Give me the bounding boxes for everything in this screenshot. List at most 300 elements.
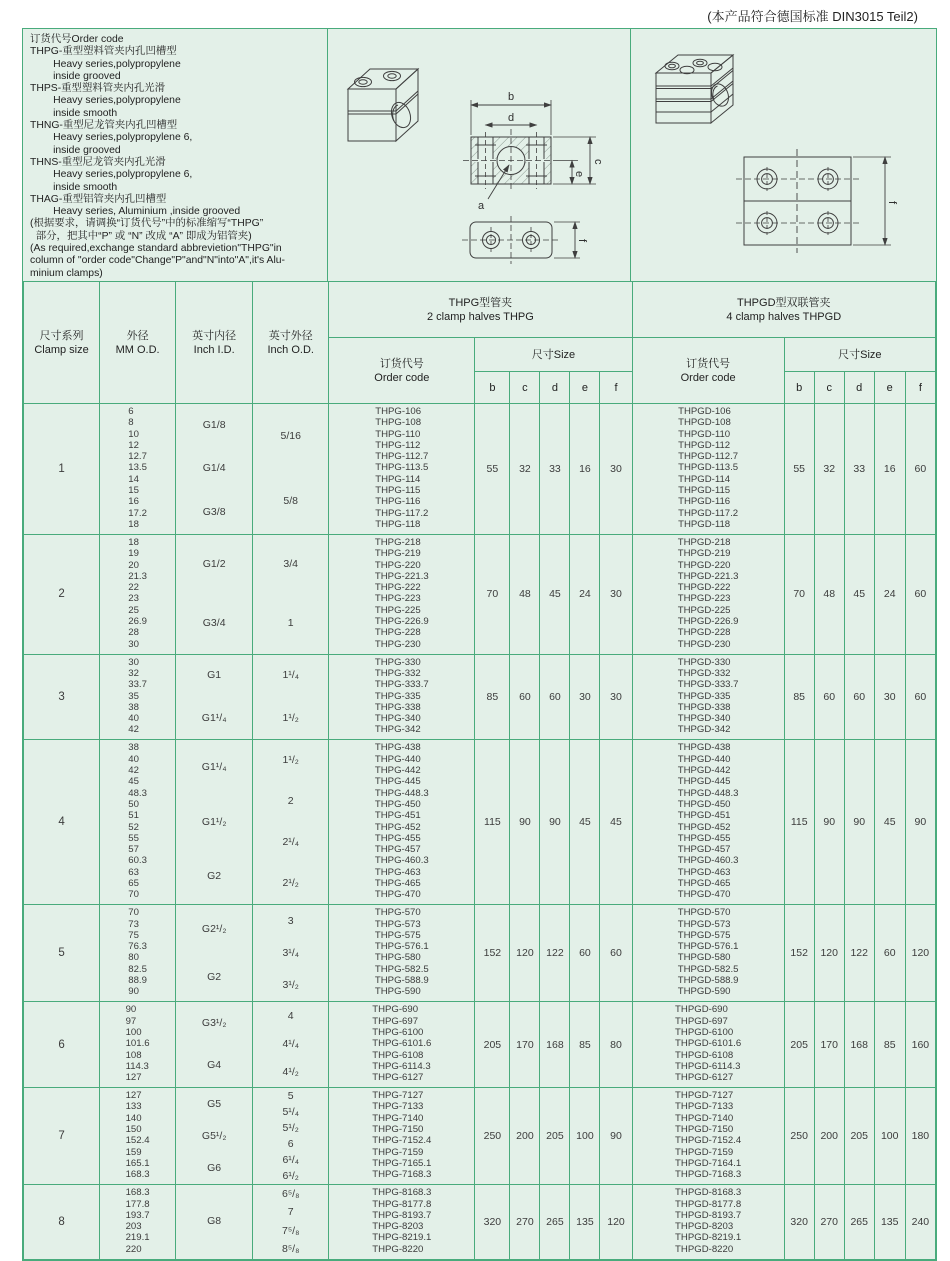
cell-line: THPGD-340 (677, 713, 731, 725)
cell-line: THPG-112 (375, 439, 421, 451)
text-line: 订货代号Order code (30, 34, 124, 45)
cell-line: THPG-223 (374, 593, 421, 605)
thpg-size-e-cell: 100 (570, 1088, 600, 1185)
cell-line: THPG-455 (374, 832, 421, 844)
thpg-size-e-cell: 85 (570, 1002, 600, 1088)
inch-od-cell (253, 1002, 329, 1088)
cell-line: 19 (128, 548, 139, 560)
cell-line: 30 (128, 638, 139, 650)
cell-line: 127 (125, 1072, 142, 1084)
thpgd-size-c-cell: 170 (814, 1002, 844, 1088)
text-line: Heavy series, Aluminium ,inside grooved (30, 206, 241, 218)
cell-line: 12.7 (128, 451, 147, 463)
single-clamp-bottom-view (462, 216, 580, 264)
cell-line: THPGD-8193.7 (675, 1209, 742, 1221)
inch-id-cell (176, 1185, 253, 1259)
cell-line: THPGD-580 (677, 952, 731, 964)
text-line: inside grooved (30, 70, 121, 82)
text-line: 订货代号 (686, 357, 731, 370)
thpg-size-c-cell: 60 (510, 654, 540, 740)
thpg-size-b-cell: 152 (475, 905, 510, 1002)
thpgd-size-e-cell: 85 (874, 1002, 905, 1088)
cell-line: G2 (207, 970, 222, 983)
cell-line: 4¹/₂ (282, 1066, 299, 1079)
catalog-panel (22, 28, 937, 1261)
thpgd-technical-drawing (631, 29, 934, 281)
table-row (24, 1088, 936, 1185)
text-line: THAG-重型铝管夹内孔凹槽型 (30, 193, 167, 205)
text-line: Heavy series,polypropylene 6, (30, 132, 193, 144)
cell-line: 88.9 (128, 975, 147, 987)
cell-line: THPGD-110 (678, 428, 731, 440)
cell-line: THPG-118 (375, 518, 421, 530)
thpgd-order-code-cell (632, 740, 784, 905)
cell-line: THPGD-112.7 (678, 451, 739, 463)
cell-line: 82.5 (128, 963, 147, 975)
cell-line: 38 (128, 742, 139, 754)
cell-line: 6 (128, 406, 134, 417)
thpgd-size-d-cell: 90 (844, 740, 874, 905)
cell-line: 5/16 (280, 429, 301, 442)
thpgd-size-f-cell: 160 (905, 1002, 935, 1088)
cell-line: THPG-6127 (372, 1072, 424, 1084)
cell-line: THPG-576.1 (374, 941, 429, 953)
cell-line: THPG-470 (374, 889, 421, 901)
cell-line: THPG-570 (374, 907, 421, 919)
cell-line: THPG-338 (374, 701, 421, 713)
cell-line: THPG-457 (374, 844, 421, 856)
table-row (24, 654, 936, 740)
cell-line: THPGD-118 (678, 518, 731, 530)
text-line: (As required,exchange standard abbrevietion"THPG"in (30, 243, 282, 255)
thpg-order-code-cell (329, 1002, 475, 1088)
cell-line: THPGD-106 (678, 406, 731, 417)
thpg-size-c-cell: 90 (510, 740, 540, 905)
cell-line: THPGD-6114.3 (675, 1060, 741, 1072)
din-standard-note: (本产品符合德国标准 DIN3015 Teil2) (707, 9, 918, 24)
thpg-order-code-cell (329, 654, 475, 740)
table-row (24, 1185, 936, 1259)
inch-id-cell (176, 404, 253, 535)
single-clamp-isometric (348, 69, 418, 141)
cell-line: 60.3 (128, 855, 147, 867)
cell-line: THPGD-438 (677, 742, 731, 754)
thpg-size-d-cell: 90 (540, 740, 570, 905)
thpgd-size-f-cell: 60 (905, 654, 935, 740)
cell-line: THPG-697 (372, 1015, 419, 1027)
thpgd-size-c-cell: 48 (814, 534, 844, 654)
cell-line: THPGD-115 (678, 485, 731, 497)
cell-line: THPGD-117.2 (678, 507, 739, 519)
cell-line: THPG-588.9 (374, 975, 429, 987)
clamp-size-cell: 6 (24, 1002, 100, 1088)
cell-line: THPG-451 (374, 810, 421, 822)
clamp-size-cell: 4 (24, 740, 100, 905)
cell-line: THPG-7133 (372, 1101, 424, 1113)
cell-line: 6⁵/₈ (281, 1187, 300, 1200)
cell-line: THPG-7127 (372, 1090, 424, 1102)
cell-line: THPG-8168.3 (372, 1187, 432, 1199)
clamp-spec-table (23, 281, 936, 1260)
cell-line: THPGD-455 (677, 832, 731, 844)
text-line: THPG型管夹 (448, 296, 513, 309)
cell-line: 1¹/₄ (282, 669, 299, 682)
clamp-size-cell: 3 (24, 654, 100, 740)
cell-line: 18 (128, 536, 139, 548)
thpg-size-f-cell: 90 (600, 1088, 632, 1185)
cell-line: THPGD-8177.8 (675, 1198, 742, 1210)
thpg-size-c-cell: 270 (510, 1185, 540, 1259)
thpg-technical-drawing (328, 29, 631, 281)
cell-line: 193.7 (125, 1209, 150, 1221)
text-line: Inch I.D. (193, 343, 235, 356)
cell-line: THPG-340 (374, 713, 421, 725)
thpg-order-code-cell (329, 905, 475, 1002)
cell-line: 33.7 (128, 679, 147, 691)
cell-line: 70 (128, 889, 139, 901)
cell-line: THPGD-6127 (675, 1072, 734, 1084)
thpgd-size-b-cell: 320 (784, 1185, 814, 1259)
cell-line: 150 (125, 1124, 142, 1136)
clamp-size-cell: 2 (24, 534, 100, 654)
text-line: 4 clamp halves THPGD (726, 310, 842, 323)
cell-line: 35 (128, 690, 139, 702)
double-clamp-isometric (656, 55, 733, 123)
cell-line: THPG-6114.3 (372, 1060, 431, 1072)
cell-line: THPG-221.3 (374, 570, 429, 582)
thpg-size-f-cell: 30 (600, 534, 632, 654)
cell-line: THPGD-451 (677, 810, 731, 822)
cell-line: THPGD-442 (677, 765, 731, 777)
thpg-order-code-cell (329, 740, 475, 905)
cell-line: THPG-342 (374, 724, 421, 736)
cell-line: THPGD-450 (677, 798, 731, 810)
cell-line: THPGD-460.3 (677, 855, 739, 867)
cell-line: 20 (128, 559, 139, 571)
cell-line: G1¹/₄ (201, 711, 227, 724)
cell-line: THPGD-333.7 (677, 679, 739, 691)
cell-line: G5 (207, 1097, 222, 1110)
cell-line: 26.9 (128, 616, 147, 628)
cell-line: THPGD-335 (677, 690, 731, 702)
mm-od-cell (100, 1185, 176, 1259)
cell-line: 6 (287, 1137, 294, 1150)
cell-line: THPG-580 (374, 952, 421, 964)
text-line: Order code (374, 371, 430, 384)
text-line: 外径 (126, 329, 149, 342)
cell-line: 75 (128, 929, 139, 941)
mm-od-cell (100, 404, 176, 535)
cell-line: THPG-106 (375, 406, 422, 417)
inch-id-cell (176, 1088, 253, 1185)
text-line: THNS-重型尼龙管夹内孔光滑 (30, 156, 166, 168)
cell-line: THPG-7168.3 (372, 1169, 432, 1181)
text-line: Inch O.D. (267, 343, 314, 356)
thpgd-size-f-cell: 60 (905, 404, 935, 535)
cell-line: 90 (128, 986, 139, 998)
inch-id-cell (176, 740, 253, 905)
cell-line: 97 (125, 1015, 137, 1027)
cell-line: 48.3 (128, 787, 147, 799)
cell-line: 12 (128, 439, 139, 451)
cell-line: THPG-463 (374, 866, 421, 878)
cell-line: 3¹/₂ (282, 978, 299, 991)
inch-id-cell (176, 1002, 253, 1088)
dim-label-d: d (508, 112, 515, 124)
cell-line: 7⁵/₈ (281, 1224, 300, 1237)
cell-line: THPG-442 (374, 765, 421, 777)
cell-line: 76.3 (128, 941, 147, 953)
cell-line: THPG-8193.7 (372, 1209, 432, 1221)
cell-line: THPGD-457 (677, 844, 731, 856)
thpg-size-e-cell: 45 (570, 740, 600, 905)
thpgd-size-f-cell: 240 (905, 1185, 935, 1259)
header-thpgd-group (632, 282, 935, 338)
text-line: Heavy series,polypropylene (30, 58, 181, 70)
text-line: inside smooth (30, 107, 118, 119)
thpg-size-f-cell: 60 (600, 905, 632, 1002)
thpgd-size-e-cell: 135 (874, 1185, 905, 1259)
cell-line: THPG-465 (374, 877, 421, 889)
cell-line: THPGD-8219.1 (675, 1232, 742, 1244)
cell-line: 25 (128, 604, 139, 616)
thpgd-size-d-cell: 168 (844, 1002, 874, 1088)
text-line: 2 clamp halves THPG (427, 310, 534, 323)
thpgd-size-c-cell: 32 (814, 404, 844, 535)
cell-line: THPGD-570 (677, 907, 731, 919)
cell-line: G1/4 (202, 462, 226, 475)
cell-line: 114.3 (125, 1060, 149, 1072)
cell-line: THPGD-218 (677, 536, 731, 548)
cell-line: THPGD-7168.3 (675, 1169, 742, 1181)
cell-line: 10 (128, 428, 139, 440)
cell-line: 2¹/₂ (282, 877, 299, 890)
inch-od-cell (253, 740, 329, 905)
cell-line: THPG-8177.8 (372, 1198, 432, 1210)
cell-line: THPG-8203 (372, 1221, 424, 1233)
thpgd-size-d-cell: 265 (844, 1185, 874, 1259)
text-line: Order code (680, 371, 736, 384)
cell-line: THPGD-113.5 (678, 462, 739, 474)
header-thpgd-order-code (632, 338, 784, 404)
cell-line: THPGD-6101.6 (675, 1038, 742, 1050)
header-thpgd-dim-e: e (874, 372, 905, 404)
table-row (24, 404, 936, 535)
thpgd-size-f-cell: 60 (905, 534, 935, 654)
header-thpgd-dim-d: d (844, 372, 874, 404)
thpgd-size-c-cell: 270 (814, 1185, 844, 1259)
cell-line: 73 (128, 918, 139, 930)
header-thpgd-dim-b: b (784, 372, 814, 404)
thpgd-size-f-cell: 180 (905, 1088, 935, 1185)
cell-line: 14 (128, 473, 139, 485)
mm-od-cell (100, 1088, 176, 1185)
header-thpgd-size: 尺寸Size (784, 338, 935, 372)
cell-line: THPGD-470 (677, 889, 731, 901)
cell-line: THPG-220 (374, 559, 421, 571)
thpg-order-code-cell (329, 1185, 475, 1259)
cell-line: 8 (128, 417, 134, 429)
cell-line: 8⁵/₈ (281, 1242, 300, 1255)
cell-line: THPG-448.3 (374, 787, 429, 799)
cell-line: 13.5 (128, 462, 147, 474)
thpgd-order-code-cell (632, 1002, 784, 1088)
dim-label-c: c (592, 159, 604, 165)
thpgd-size-c-cell: 90 (814, 740, 844, 905)
cell-line: THPG-438 (374, 742, 421, 754)
text-line: column of "order code"Change"P"and"N"into"A",it's Alu- (30, 255, 286, 267)
cell-line: THPG-7159 (372, 1146, 424, 1158)
cell-line: THPGD-576.1 (677, 941, 739, 953)
thpg-size-b-cell: 205 (475, 1002, 510, 1088)
cell-line: THPGD-7164.1 (675, 1157, 742, 1169)
thpgd-size-e-cell: 16 (874, 404, 905, 535)
thpg-size-f-cell: 30 (600, 404, 632, 535)
cell-line: THPGD-452 (677, 821, 731, 833)
clamp-size-cell: 8 (24, 1185, 100, 1259)
cell-line: 21.3 (128, 570, 147, 582)
cell-line: THPG-7140 (372, 1112, 424, 1124)
cell-line: 18 (128, 518, 139, 530)
thpg-size-d-cell: 168 (540, 1002, 570, 1088)
cell-line: THPGD-7133 (675, 1101, 734, 1113)
text-line: 尺寸系列 (39, 329, 84, 342)
cell-line: 42 (128, 765, 139, 777)
cell-line: 40 (128, 713, 139, 725)
cell-line: THPG-7165.1 (372, 1157, 432, 1169)
cell-line: THPG-222 (374, 582, 421, 594)
text-line: (根据要求，请调换“订货代号”中的标准缩写“THPG” (30, 218, 264, 230)
thpgd-size-d-cell: 45 (844, 534, 874, 654)
dim-label-b: b (508, 91, 515, 103)
header-thpg-dim-f: f (600, 372, 632, 404)
cell-line: THPG-690 (372, 1004, 419, 1016)
thpg-size-f-cell: 120 (600, 1185, 632, 1259)
thpgd-size-b-cell: 250 (784, 1088, 814, 1185)
clamp-size-cell: 1 (24, 404, 100, 535)
header-mm-od (100, 282, 176, 404)
top-section (23, 29, 934, 281)
thpgd-size-e-cell: 45 (874, 740, 905, 905)
thpgd-size-d-cell: 122 (844, 905, 874, 1002)
inch-od-cell (253, 534, 329, 654)
thpgd-size-e-cell: 60 (874, 905, 905, 1002)
thpgd-size-c-cell: 200 (814, 1088, 844, 1185)
inch-od-cell (253, 404, 329, 535)
cell-line: 152.4 (125, 1135, 150, 1147)
thpg-size-f-cell: 30 (600, 654, 632, 740)
thpgd-order-code-cell (632, 1088, 784, 1185)
cell-line: 70 (128, 907, 139, 919)
thpgd-size-e-cell: 24 (874, 534, 905, 654)
cell-line: THPG-113.5 (375, 462, 429, 474)
text-line: MM O.D. (115, 343, 160, 356)
cell-line: 38 (128, 701, 139, 713)
cell-line: THPG-116 (375, 496, 421, 508)
cell-line: 1¹/₂ (282, 711, 299, 724)
thpg-size-c-cell: 170 (510, 1002, 540, 1088)
cell-line: 6¹/₄ (282, 1153, 299, 1166)
thpg-order-code-cell (329, 1088, 475, 1185)
cell-line: 5¹/₄ (282, 1105, 299, 1118)
cell-line: G1 (207, 669, 222, 682)
cell-line: 159 (125, 1146, 142, 1158)
inch-od-cell (253, 905, 329, 1002)
cell-line: 4 (287, 1009, 294, 1022)
thpgd-order-code-cell (632, 404, 784, 535)
text-line: THPS-重型塑料管夹内孔光滑 (30, 83, 166, 95)
cell-line: THPG-445 (374, 776, 421, 788)
thpg-size-c-cell: 48 (510, 534, 540, 654)
cell-line: G8 (207, 1215, 222, 1228)
thpgd-size-b-cell: 115 (784, 740, 814, 905)
cell-line: THPGD-690 (675, 1004, 728, 1016)
cell-line: THPG-7150 (372, 1124, 424, 1136)
cell-line: THPG-8219.1 (372, 1232, 432, 1244)
thpgd-size-b-cell: 70 (784, 534, 814, 654)
cell-line: 108 (125, 1049, 142, 1061)
inch-id-cell (176, 905, 253, 1002)
header-thpg-dim-b: b (475, 372, 510, 404)
clamp-size-cell: 7 (24, 1088, 100, 1185)
cell-line: THPG-117.2 (375, 507, 429, 519)
mm-od-cell (100, 905, 176, 1002)
cell-line: G5¹/₂ (201, 1129, 227, 1142)
thpg-size-e-cell: 16 (570, 404, 600, 535)
header-thpg-group (329, 282, 632, 338)
single-clamp-section-view (463, 100, 596, 199)
cell-line: 220 (125, 1243, 142, 1255)
cell-line: THPGD-220 (677, 559, 731, 571)
thpg-size-d-cell: 33 (540, 404, 570, 535)
cell-line: G2 (207, 870, 222, 883)
thpg-size-b-cell: 250 (475, 1088, 510, 1185)
cell-line: THPG-218 (374, 536, 421, 548)
cell-line: THPGD-225 (677, 604, 731, 616)
cell-line: G1/8 (202, 419, 226, 432)
cell-line: 40 (128, 753, 139, 765)
text-line: Heavy series,polypropylene (30, 95, 181, 107)
cell-line: G1¹/₄ (201, 761, 227, 774)
thpg-size-e-cell: 60 (570, 905, 600, 1002)
cell-line: THPGD-223 (677, 593, 731, 605)
header-inch-od (253, 282, 329, 404)
cell-line: THPGD-112 (678, 439, 731, 451)
cell-line: 140 (125, 1112, 142, 1124)
cell-line: THPG-332 (374, 667, 421, 679)
thpg-size-d-cell: 265 (540, 1185, 570, 1259)
cell-line: THPG-582.5 (374, 963, 429, 975)
cell-line: THPG-335 (374, 690, 421, 702)
cell-line: THPGD-590 (677, 986, 731, 998)
cell-line: THPGD-226.9 (677, 616, 739, 628)
thpgd-order-code-cell (632, 534, 784, 654)
cell-line: THPGD-330 (677, 656, 731, 668)
cell-line: 5¹/₂ (282, 1121, 299, 1134)
thpg-size-d-cell: 122 (540, 905, 570, 1002)
thpgd-order-code-cell (632, 654, 784, 740)
cell-line: THPG-575 (374, 929, 421, 941)
mm-od-cell (100, 534, 176, 654)
text-line: Heavy series,polypropylene 6, (30, 169, 193, 181)
header-thpg-size: 尺寸Size (475, 338, 632, 372)
thpgd-size-d-cell: 205 (844, 1088, 874, 1185)
cell-line: THPG-7152.4 (372, 1135, 432, 1147)
table-row (24, 534, 936, 654)
thpg-size-e-cell: 24 (570, 534, 600, 654)
thpgd-size-b-cell: 205 (784, 1002, 814, 1088)
cell-line: THPGD-219 (677, 548, 731, 560)
